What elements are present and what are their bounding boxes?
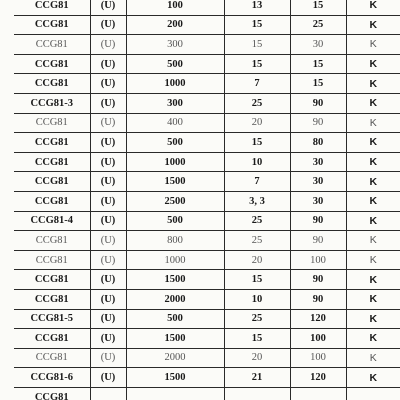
cell-grade: K [346, 191, 400, 211]
cell-value-c: 30 [290, 172, 346, 192]
table-row [14, 211, 400, 231]
cell-value-b: 3, 3 [224, 191, 290, 211]
cell-value-c: 30 [290, 35, 346, 55]
cell-grade: K [346, 289, 400, 309]
cell-value-b: 10 [224, 152, 290, 172]
cell-type: (U) [90, 172, 126, 192]
table-row [14, 0, 400, 15]
table-row [14, 15, 400, 35]
cell-value-a: 500 [126, 133, 224, 153]
cell-model: CCG81 [14, 387, 90, 400]
table-row [14, 368, 400, 388]
cell-value-a: 500 [126, 54, 224, 74]
cell-value-c: 80 [290, 133, 346, 153]
cell-model: CCG81 [14, 191, 90, 211]
table-body [14, 0, 400, 400]
cell-model: CCG81 [14, 172, 90, 192]
cell-type: (U) [90, 74, 126, 94]
cell-type: (U) [90, 250, 126, 270]
cell-value-c: 15 [290, 74, 346, 94]
cell-value-a: 300 [126, 93, 224, 113]
cell-value-c: 30 [290, 152, 346, 172]
cell-model: CCG81 [14, 289, 90, 309]
cell-model: CCG81-3 [14, 93, 90, 113]
cell-type: (U) [90, 152, 126, 172]
cell-grade: K [346, 74, 400, 94]
cell-type: (U) [90, 231, 126, 251]
cell-value-c [290, 387, 346, 400]
cell-value-b [224, 387, 290, 400]
cell-model: CCG81 [14, 0, 90, 15]
cell-value-a: 100 [126, 0, 224, 15]
cell-value-c: 15 [290, 0, 346, 15]
cell-value-a: 1000 [126, 152, 224, 172]
cell-value-b: 10 [224, 289, 290, 309]
cell-value-b: 21 [224, 368, 290, 388]
cell-grade: K [346, 309, 400, 329]
cell-value-b: 15 [224, 133, 290, 153]
table-row [14, 309, 400, 329]
cell-grade: K [346, 113, 400, 133]
table-row [14, 387, 400, 400]
table-row [14, 133, 400, 153]
cell-grade: K [346, 329, 400, 349]
cell-model: CCG81 [14, 15, 90, 35]
cell-value-a: 1500 [126, 270, 224, 290]
cell-value-c: 100 [290, 348, 346, 368]
table-row [14, 113, 400, 133]
cell-type: (U) [90, 0, 126, 15]
cell-grade: K [346, 348, 400, 368]
cell-value-a: 500 [126, 211, 224, 231]
table-row [14, 329, 400, 349]
cell-value-a: 2000 [126, 289, 224, 309]
parts-table [14, 0, 400, 400]
cell-value-a: 1500 [126, 172, 224, 192]
cell-grade: K [346, 152, 400, 172]
cell-type: (U) [90, 133, 126, 153]
cell-type: (U) [90, 289, 126, 309]
table-row [14, 172, 400, 192]
cell-model: CCG81 [14, 133, 90, 153]
cell-model: CCG81 [14, 113, 90, 133]
cell-value-b: 25 [224, 211, 290, 231]
cell-type: (U) [90, 211, 126, 231]
cell-value-b: 25 [224, 93, 290, 113]
cell-value-b: 15 [224, 15, 290, 35]
cell-model: CCG81-5 [14, 309, 90, 329]
cell-value-b: 15 [224, 329, 290, 349]
table-row [14, 152, 400, 172]
cell-value-b: 20 [224, 250, 290, 270]
cell-value-a [126, 387, 224, 400]
cell-type: (U) [90, 329, 126, 349]
cell-value-b: 15 [224, 54, 290, 74]
table-row [14, 348, 400, 368]
cell-value-b: 20 [224, 348, 290, 368]
table-row [14, 231, 400, 251]
cell-value-b: 25 [224, 231, 290, 251]
cell-model: CCG81 [14, 348, 90, 368]
cell-value-a: 2000 [126, 348, 224, 368]
table-row [14, 250, 400, 270]
cell-type: (U) [90, 113, 126, 133]
cell-value-a: 1000 [126, 74, 224, 94]
cell-value-a: 1500 [126, 329, 224, 349]
cell-model: CCG81-4 [14, 211, 90, 231]
cell-value-a: 800 [126, 231, 224, 251]
cell-grade: K [346, 172, 400, 192]
cell-value-b: 7 [224, 74, 290, 94]
cell-grade: K [346, 93, 400, 113]
cell-value-c: 90 [290, 211, 346, 231]
table-row [14, 54, 400, 74]
cell-value-b: 13 [224, 0, 290, 15]
cell-value-c: 90 [290, 231, 346, 251]
table-row [14, 289, 400, 309]
cell-model: CCG81 [14, 270, 90, 290]
cell-value-c: 90 [290, 113, 346, 133]
cell-type: (U) [90, 93, 126, 113]
cell-value-b: 15 [224, 35, 290, 55]
cell-grade: K [346, 0, 400, 15]
cell-grade: K [346, 35, 400, 55]
cell-value-c: 30 [290, 191, 346, 211]
cell-type: (U) [90, 309, 126, 329]
cell-value-c: 90 [290, 270, 346, 290]
cell-grade: K [346, 270, 400, 290]
cell-grade: K [346, 15, 400, 35]
cell-value-b: 25 [224, 309, 290, 329]
cell-type: (U) [90, 35, 126, 55]
cell-grade: K [346, 54, 400, 74]
cell-model: CCG81 [14, 54, 90, 74]
cell-grade: K [346, 211, 400, 231]
cell-model: CCG81 [14, 152, 90, 172]
cell-grade: K [346, 231, 400, 251]
cell-value-b: 7 [224, 172, 290, 192]
cell-value-c: 100 [290, 250, 346, 270]
cell-value-c: 15 [290, 54, 346, 74]
cell-value-c: 25 [290, 15, 346, 35]
cell-grade: K [346, 250, 400, 270]
cell-grade: K [346, 368, 400, 388]
table-row [14, 74, 400, 94]
cell-value-a: 1500 [126, 368, 224, 388]
cell-grade [346, 387, 400, 400]
cell-value-c: 90 [290, 289, 346, 309]
table-row [14, 93, 400, 113]
cell-value-a: 2500 [126, 191, 224, 211]
cell-model: CCG81 [14, 231, 90, 251]
cell-type: (U) [90, 348, 126, 368]
cell-value-a: 400 [126, 113, 224, 133]
cell-grade: K [346, 133, 400, 153]
cell-value-a: 200 [126, 15, 224, 35]
cell-model: CCG81 [14, 35, 90, 55]
cell-type: (U) [90, 191, 126, 211]
cell-model: CCG81-6 [14, 368, 90, 388]
cell-model: CCG81 [14, 250, 90, 270]
cell-type: (U) [90, 15, 126, 35]
table-row [14, 35, 400, 55]
cell-type: (U) [90, 270, 126, 290]
cell-model: CCG81 [14, 74, 90, 94]
cell-type: (U) [90, 368, 126, 388]
cell-value-c: 120 [290, 309, 346, 329]
cell-model: CCG81 [14, 329, 90, 349]
cell-value-a: 500 [126, 309, 224, 329]
cell-value-a: 1000 [126, 250, 224, 270]
cell-value-b: 15 [224, 270, 290, 290]
cell-value-c: 90 [290, 93, 346, 113]
cell-value-a: 300 [126, 35, 224, 55]
cell-value-c: 120 [290, 368, 346, 388]
cell-value-c: 100 [290, 329, 346, 349]
cell-type: (U) [90, 54, 126, 74]
table-row [14, 191, 400, 211]
table-row [14, 270, 400, 290]
cell-type [90, 387, 126, 400]
cell-value-b: 20 [224, 113, 290, 133]
